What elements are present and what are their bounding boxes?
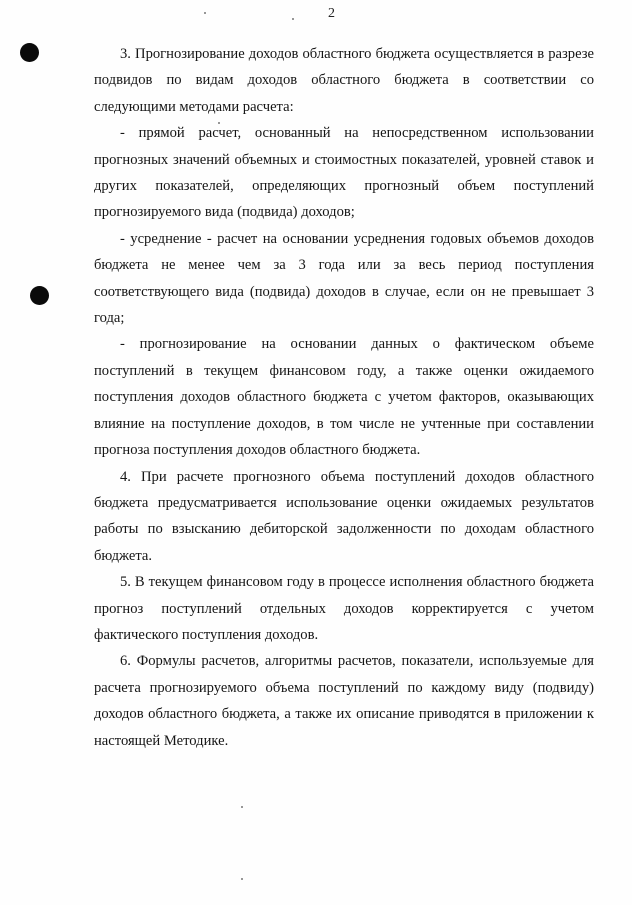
paragraph-3: 3. Прогнозирование доходов областного бюджета осуществляется в разрезе подвидов по видам доходов областного бюджета в соответствии со следующими методами расчета: bbox=[94, 46, 594, 115]
paragraph-actual-data-forecast: - прогнозирование на основании данных о фактическом объеме поступлений в текущем финансовом году, а также оценки ожидаемого поступления доходов областного бюджета с учетом факторов, оказывающих влияние на поступление доходов, в том числе не учтенные при составлении прогноза поступления доходов областного бюджета. bbox=[94, 336, 594, 459]
punch-hole-bottom bbox=[30, 286, 49, 305]
paragraph-direct-calculation: - прямой расчет, основанный на непосредственном использовании прогнозных значений объемных и стоимостных показателей, уровней ставок и других показателей, определяющих прогнозный объем поступлений прогнозируемого вида (подвида) доходов; bbox=[94, 125, 594, 221]
paragraph-6: 6. Формулы расчетов, алгоритмы расчетов, показатели, используемые для расчета прогнозируемого объема поступлений по каждому виду (подвиду) доходов областного бюджета, а также их описание приводятся в приложении к настоящей Методике. bbox=[94, 653, 594, 749]
document-body bbox=[94, 41, 594, 754]
scan-speck bbox=[241, 806, 243, 808]
scan-speck bbox=[292, 18, 294, 20]
paragraph-4: 4. При расчете прогнозного объема поступлений доходов областного бюджета предусматривается использование оценки ожидаемых результатов работы по взысканию дебиторской задолженности по доходам областного бюджета. bbox=[94, 468, 594, 564]
paragraph-5: 5. В текущем финансовом году в процессе исполнения областного бюджета прогноз поступлений отдельных доходов корректируется с учетом фактического поступления доходов. bbox=[94, 574, 594, 643]
scan-speck bbox=[241, 878, 243, 880]
page-number: 2 bbox=[328, 6, 335, 21]
punch-hole-top bbox=[20, 43, 39, 62]
scan-speck bbox=[204, 12, 206, 14]
paragraph-averaging: - усреднение - расчет на основании усреднения годовых объемов доходов бюджета не менее чем за 3 года или за весь период поступления соответствующего вида (подвида) доходов в случае, если он не превышает 3 года; bbox=[94, 230, 594, 327]
